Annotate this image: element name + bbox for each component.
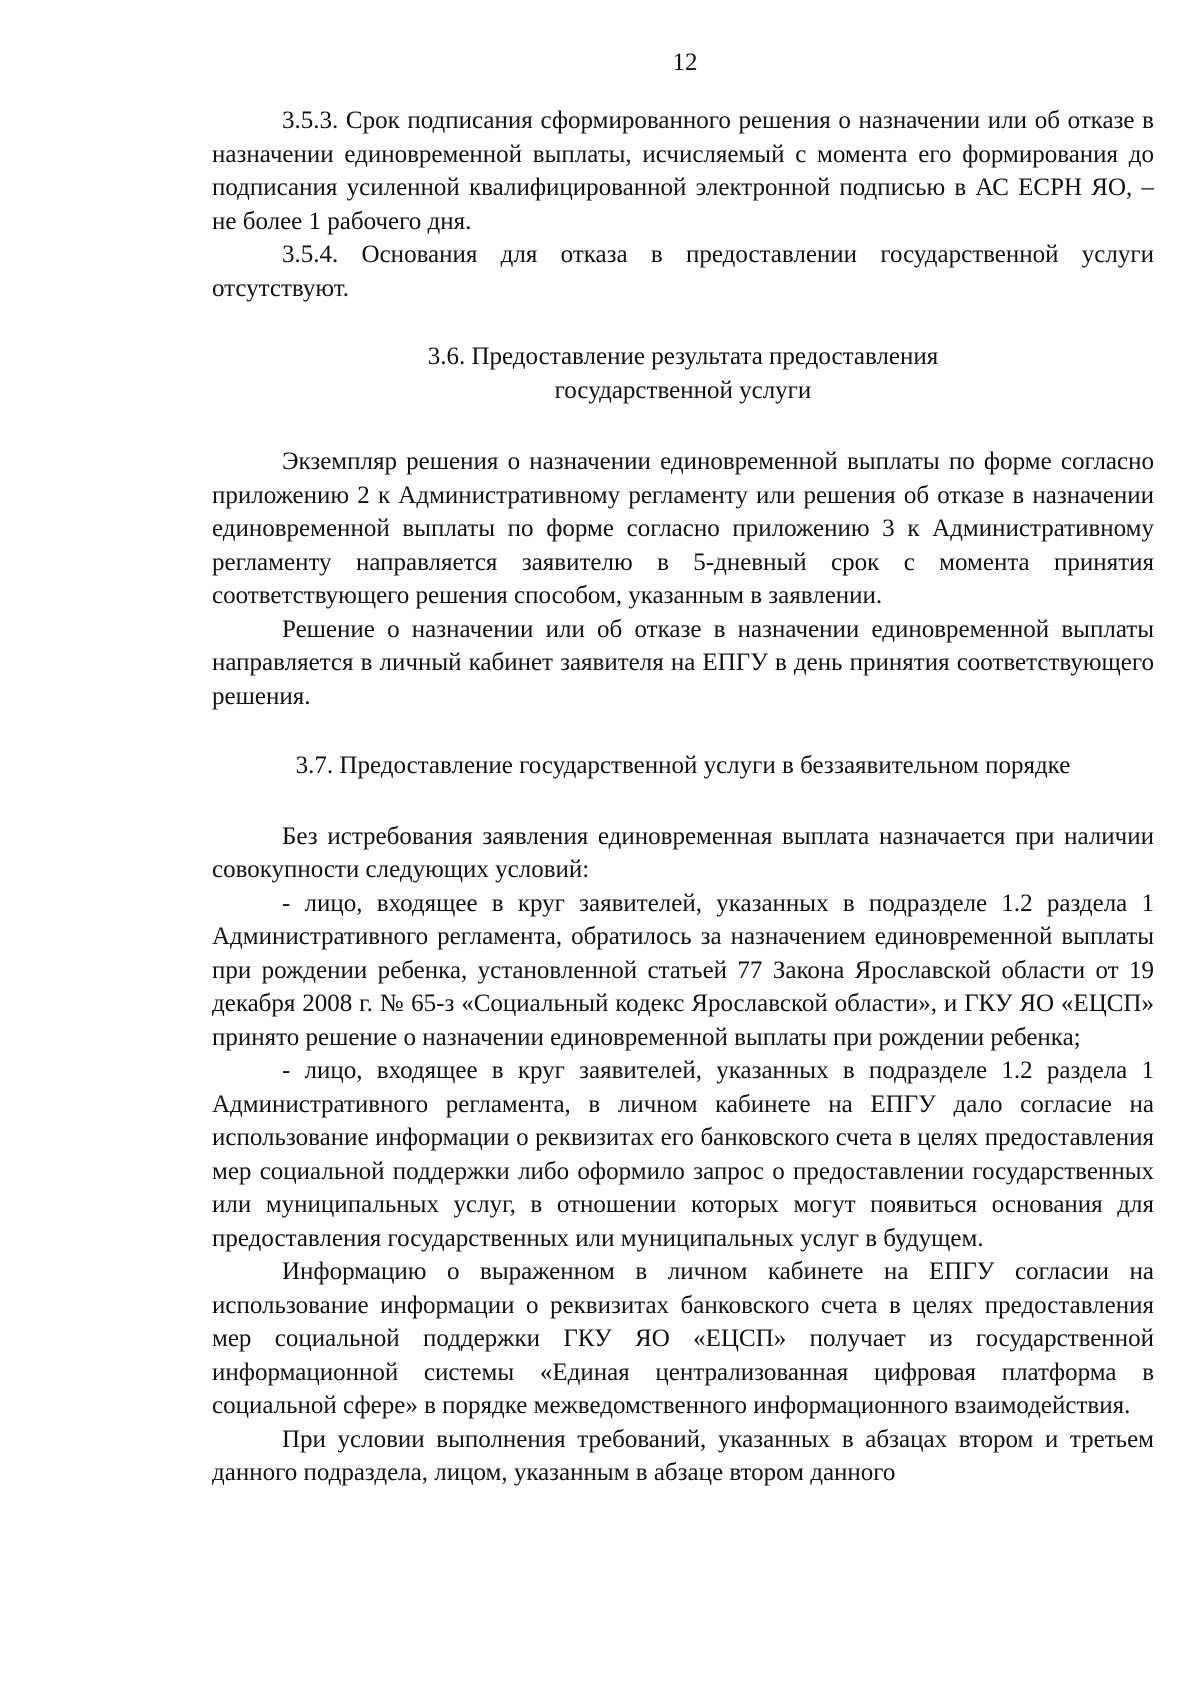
page-number: 12 [672, 49, 698, 76]
list-item-condition-2: - лицо, входящее в круг заявителей, указанных в подразделе 1.2 раздела 1 Административного регламента, в личном кабинете на ЕПГУ дало согласие на использование информации о реквизитах его банковского счета в целях предоставления мер социальной поддержки либо оформило запрос о предоставлении государственных или муниципальных услуг, в отношении которых могут появиться основания для предоставления государственных или муниципальных услуг в будущем. [212, 1057, 1154, 1252]
section-heading-3-6-line-2: государственной услуги [554, 376, 812, 404]
section-heading-3-6 [212, 340, 1154, 407]
section-heading-3-7: 3.7. Предоставление государственной услуги в беззаявительном порядке [295, 752, 1071, 779]
section-heading-3-6-line-1: 3.6. Предоставление результата предоставления [427, 343, 939, 370]
paragraph-3-5-4: 3.5.4. Основания для отказа в предоставлении государственной услуги отсутствуют. [212, 241, 1154, 302]
list-item-condition-1: - лицо, входящее в круг заявителей, указанных в подразделе 1.2 раздела 1 Административного регламента, обратилось за назначением единовременной выплаты при рождении ребенка, установленной статьей 77 Закона Ярославской области от 19 декабря 2008 г. № 65-з «Социальный кодекс Ярославской области», и ГКУ ЯО «ЕЦСП» принято решение о назначении единовременной выплаты при рождении ребенка; [212, 889, 1154, 1051]
paragraph-consent-info: Информацию о выраженном в личном кабинете на ЕПГУ согласии на использование информации о реквизитах банковского счета в целях предоставления мер социальной поддержки ГКУ ЯО «ЕЦСП» получает из государственной информационной системы «Единая централизованная цифровая платформа в социальной сфере» в порядке межведомственного информационного взаимодействия. [212, 1258, 1154, 1419]
paragraph-requirements: При условии выполнения требований, указанных в абзацах втором и третьем данного подраздела, лицом, указанным в абзаце втором данного [212, 1425, 1154, 1486]
paragraph-3-5-3: 3.5.3. Срок подписания сформированного решения о назначении или об отказе в назначении единовременной выплаты, исчисляемый с момента его формирования до подписания усиленной квалифицированной электронной подписью в АС ЕСРН ЯО, – не более 1 рабочего дня. [212, 107, 1154, 235]
paragraph-decision-cabinet: Решение о назначении или об отказе в назначении единовременной выплаты направляется в личный кабинет заявителя на ЕПГУ в день принятия соответствующего решения. [212, 615, 1154, 710]
document-body [212, 104, 1154, 1490]
paragraph-conditions: Без истребования заявления единовременная выплата назначается при наличии совокупности следующих условий: [212, 822, 1154, 883]
paragraph-decision-copy: Экземпляр решения о назначении единовременной выплаты по форме согласно приложению 2 к Административному регламенту или решения об отказе в назначении единовременной выплаты по форме согласно приложению 3 к Административному регламенту направляется заявителю в 5-дневный срок с момента принятия соответствующего решения способом, указанным в заявлении. [212, 448, 1154, 609]
